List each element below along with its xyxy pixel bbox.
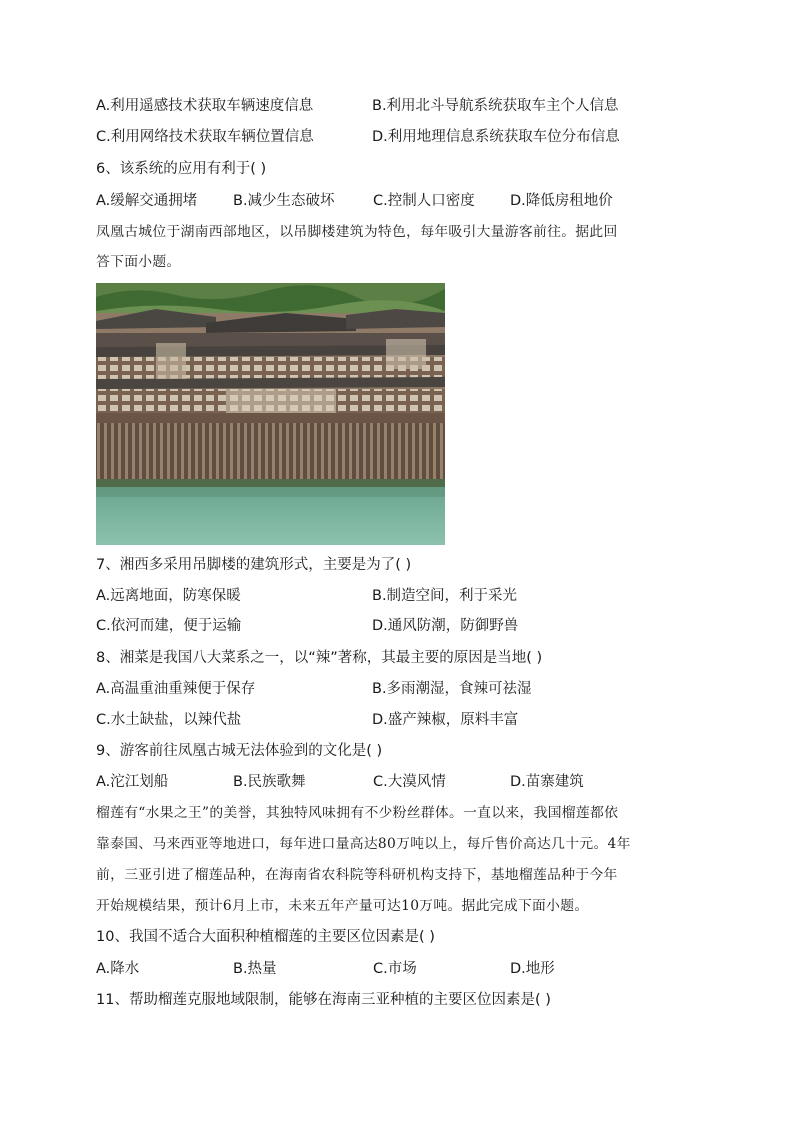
- q5-option-a: A.利用遥感技术获取车辆速度信息: [96, 98, 314, 114]
- q6-option-b: B.减少生态破坏: [233, 193, 335, 209]
- q5-options-row-1: [96, 95, 706, 117]
- passage-fenghuang-line-1: 凤凰古城位于湖南西部地区，以吊脚楼建筑为特色，每年吸引大量游客前往。据此回: [96, 224, 618, 240]
- passage-durian-line-4: 开始规模结果，预计6月上市，未来五年产量可达10万吨。据此完成下面小题。: [96, 898, 589, 914]
- q8-options-row-2: [96, 709, 706, 731]
- stilt-houses: [96, 309, 445, 433]
- q8-option-a: A.高温重油重辣便于保存: [96, 681, 256, 697]
- q10-option-d: D.地形: [510, 961, 555, 977]
- passage-durian-line-2: 靠泰国、马来西亚等地进口，每年进口量高达80万吨以上，每斤售价高达几十元。4年: [96, 836, 631, 852]
- q7-stem: 7、湘西多采用吊脚楼的建筑形式，主要是为了( ): [96, 557, 412, 573]
- q5-option-d: D.利用地理信息系统获取车位分布信息: [372, 129, 620, 145]
- passage-fenghuang-line-2: 答下面小题。: [96, 254, 181, 270]
- q7-option-b: B.制造空间，利于采光: [372, 588, 518, 604]
- q10-stem: 10、我国不适合大面积种植榴莲的主要区位因素是( ): [96, 929, 435, 945]
- q7-option-d: D.通风防潮，防御野兽: [372, 618, 519, 634]
- passage-durian-line-3: 前，三亚引进了榴莲品种，在海南省农科院等科研机构支持下，基地榴莲品种于今年: [96, 867, 618, 883]
- q10-option-c: C.市场: [373, 961, 417, 977]
- q9-option-c: C.大漠风情: [373, 774, 446, 790]
- q6-option-c: C.控制人口密度: [373, 193, 475, 209]
- q8-option-d: D.盛产辣椒，原料丰富: [372, 712, 519, 728]
- q6-stem: 6、该系统的应用有利于( ): [96, 161, 267, 177]
- q10-option-a: A.降水: [96, 961, 140, 977]
- q7-option-a: A.远离地面，防寒保暖: [96, 588, 241, 604]
- q5-option-c: C.利用网络技术获取车辆位置信息: [96, 129, 314, 145]
- q9-options-row: [96, 771, 706, 793]
- q7-option-c: C.依河而建，便于运输: [96, 618, 242, 634]
- q9-option-a: A.沱江划船: [96, 774, 169, 790]
- q9-option-d: D.苗寨建筑: [510, 774, 584, 790]
- q8-stem: 8、湘菜是我国八大菜系之一，以“辣”著称，其最主要的原因是当地( ): [96, 650, 543, 666]
- q7-options-row-1: [96, 585, 706, 607]
- q10-options-row: [96, 958, 706, 980]
- q11-stem: 11、帮助榴莲克服地域限制，能够在海南三亚种植的主要区位因素是( ): [96, 992, 551, 1008]
- q9-stem: 9、游客前往凤凰古城无法体验到的文化是( ): [96, 743, 383, 759]
- q6-option-a: A.缓解交通拥堵: [96, 193, 198, 209]
- q5-options-row-2: [96, 126, 706, 148]
- stilt-house-photo: [96, 283, 445, 545]
- q8-options-row-1: [96, 678, 706, 700]
- q5-option-b: B.利用北斗导航系统获取车主个人信息: [372, 98, 619, 114]
- q7-options-row-2: [96, 615, 706, 637]
- q10-option-b: B.热量: [233, 961, 277, 977]
- q9-option-b: B.民族歌舞: [233, 774, 306, 790]
- q8-option-c: C.水土缺盐，以辣代盐: [96, 712, 242, 728]
- q6-option-d: D.降低房租地价: [510, 193, 613, 209]
- passage-durian-line-1: 榴莲有“水果之王”的美誉，其独特风味拥有不少粉丝群体。一直以来，我国榴莲都依: [96, 805, 619, 821]
- q6-options-row: [96, 190, 706, 212]
- q8-option-b: B.多雨潮湿，食辣可祛湿: [372, 681, 532, 697]
